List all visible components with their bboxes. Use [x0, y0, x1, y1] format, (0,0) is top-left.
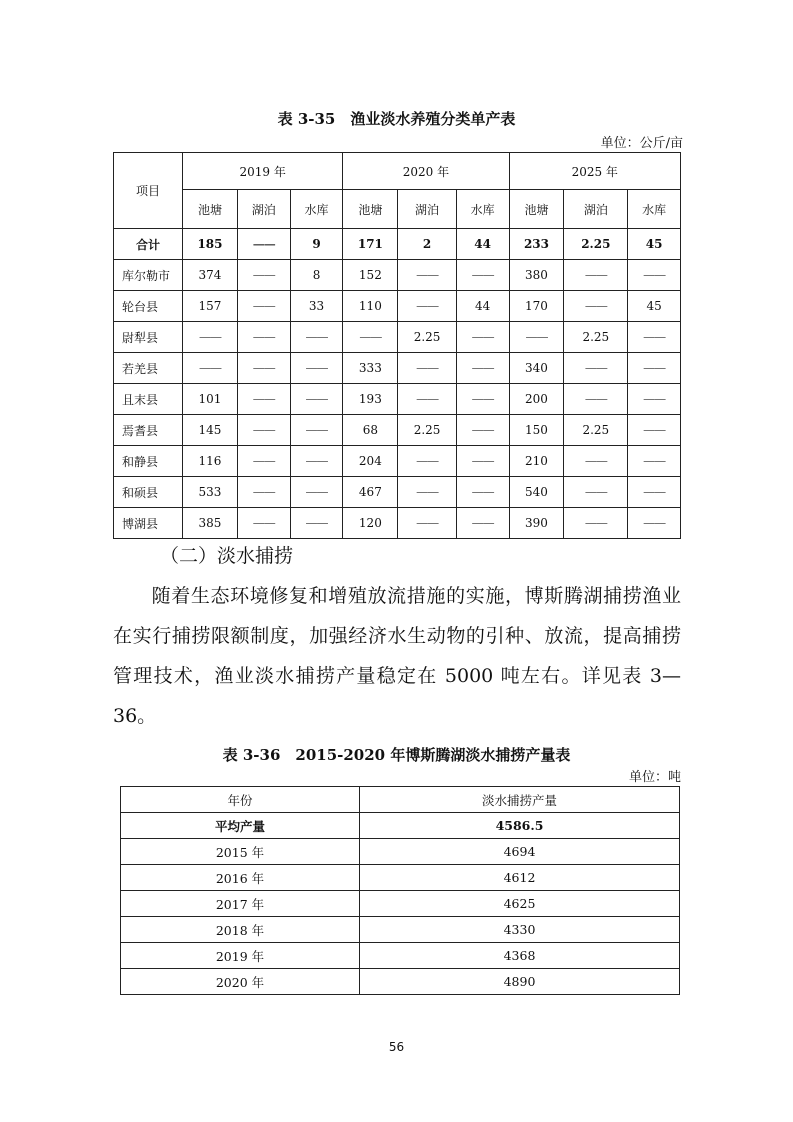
output-column-header: 淡水捕捞产量	[360, 787, 680, 813]
type-header: 池塘	[343, 190, 398, 229]
table-cell: ——	[456, 384, 509, 415]
year-cell: 2017 年	[121, 891, 360, 917]
table-cell: ——	[398, 260, 456, 291]
table-cell: 44	[456, 291, 509, 322]
table-cell: 340	[509, 353, 564, 384]
table-cell: 380	[509, 260, 564, 291]
table-cell: 200	[509, 384, 564, 415]
table-cell: 45	[628, 291, 681, 322]
type-header: 湖泊	[237, 190, 290, 229]
table-cell: ——	[398, 384, 456, 415]
table-cell: ——	[398, 353, 456, 384]
table-row	[114, 384, 681, 415]
table-cell: ——	[456, 508, 509, 539]
section-paragraph	[113, 576, 681, 736]
table-cell: 385	[183, 508, 238, 539]
row-label: 若羌县	[114, 353, 183, 384]
table-cell: ——	[183, 322, 238, 353]
table-cell: ——	[628, 322, 681, 353]
row-label: 尉犁县	[114, 322, 183, 353]
table-cell: ——	[628, 384, 681, 415]
table-cell: 2.25	[398, 415, 456, 446]
table-cell: 2.25	[564, 322, 628, 353]
table-cell: 467	[343, 477, 398, 508]
table-cell: ——	[456, 353, 509, 384]
table-cell: 233	[509, 229, 564, 260]
table-cell: ——	[564, 508, 628, 539]
table-row	[114, 446, 681, 477]
table-cell: ——	[237, 508, 290, 539]
table-cell: ——	[343, 322, 398, 353]
table-cell: 44	[456, 229, 509, 260]
item-header: 项目	[114, 153, 183, 229]
year-header: 2025 年	[509, 153, 680, 190]
output-cell: 4890	[360, 969, 680, 995]
type-header: 水库	[456, 190, 509, 229]
year-cell: 2018 年	[121, 917, 360, 943]
table-cell: ——	[183, 353, 238, 384]
table-cell: 185	[183, 229, 238, 260]
table-cell: ——	[237, 260, 290, 291]
table-cell: 101	[183, 384, 238, 415]
row-label: 轮台县	[114, 291, 183, 322]
table-35-header-years	[114, 153, 681, 190]
type-header: 池塘	[183, 190, 238, 229]
table-cell: 171	[343, 229, 398, 260]
table-cell: 374	[183, 260, 238, 291]
table-row	[114, 508, 681, 539]
table-cell: ——	[628, 446, 681, 477]
table-cell: ——	[398, 477, 456, 508]
table-cell: ——	[628, 353, 681, 384]
type-header: 湖泊	[564, 190, 628, 229]
table-cell: 170	[509, 291, 564, 322]
table-cell: ——	[456, 477, 509, 508]
table-cell: 33	[290, 291, 343, 322]
output-cell: 4368	[360, 943, 680, 969]
row-label: 和静县	[114, 446, 183, 477]
table-row	[121, 865, 680, 891]
year-cell: 2015 年	[121, 839, 360, 865]
year-cell: 2016 年	[121, 865, 360, 891]
table-35-header-types	[114, 190, 681, 229]
table-cell: ——	[237, 477, 290, 508]
table-cell: ——	[237, 322, 290, 353]
year-cell: 2020 年	[121, 969, 360, 995]
page-number: 56	[388, 1040, 405, 1054]
table-cell: ——	[564, 477, 628, 508]
table-cell: ——	[398, 446, 456, 477]
table-cell: ——	[237, 229, 290, 260]
table-cell: ——	[290, 446, 343, 477]
table-row	[114, 477, 681, 508]
table-cell: 333	[343, 353, 398, 384]
table-cell: ——	[628, 415, 681, 446]
table-cell: ——	[456, 415, 509, 446]
table-cell: ——	[290, 322, 343, 353]
type-header: 水库	[628, 190, 681, 229]
year-cell: 2019 年	[121, 943, 360, 969]
output-cell: 4694	[360, 839, 680, 865]
year-header: 2020 年	[343, 153, 509, 190]
table-cell: ——	[290, 415, 343, 446]
table-cell: 45	[628, 229, 681, 260]
row-label: 且末县	[114, 384, 183, 415]
table-cell: ——	[564, 260, 628, 291]
paragraph-text: 随着生态环境修复和增殖放流措施的实施，博斯腾湖捕捞渔业在实行捕捞限额制度，加强经济水生动物的引种、放流，提高捕捞管理技术，渔业淡水捕捞产量稳定在 5000 吨左右。详见表 3—36。	[113, 585, 681, 727]
table-35-unit: 单位：公斤/亩	[600, 136, 683, 151]
table-cell: 145	[183, 415, 238, 446]
output-cell: 4612	[360, 865, 680, 891]
table-row	[121, 969, 680, 995]
row-label: 和硕县	[114, 477, 183, 508]
table-cell: ——	[564, 353, 628, 384]
table-cell: ——	[290, 477, 343, 508]
table-cell: ——	[628, 477, 681, 508]
table-cell: 2	[398, 229, 456, 260]
type-header: 池塘	[509, 190, 564, 229]
table-row	[114, 415, 681, 446]
table-cell: ——	[456, 322, 509, 353]
table-36-title: 表 3-36 2015-2020 年博斯腾湖淡水捕捞产量表	[222, 746, 571, 764]
table-cell: ——	[237, 384, 290, 415]
row-label: 焉耆县	[114, 415, 183, 446]
table-cell: ——	[237, 415, 290, 446]
table-cell: ——	[628, 260, 681, 291]
table-cell: 110	[343, 291, 398, 322]
table-cell: 120	[343, 508, 398, 539]
table-cell: 2.25	[564, 229, 628, 260]
row-label: 库尔勒市	[114, 260, 183, 291]
table-cell: 157	[183, 291, 238, 322]
table-cell: ——	[290, 508, 343, 539]
table-36-header	[121, 787, 680, 813]
table-row	[114, 291, 681, 322]
row-label: 博湖县	[114, 508, 183, 539]
table-cell: 204	[343, 446, 398, 477]
table-cell: 150	[509, 415, 564, 446]
table-row	[114, 260, 681, 291]
table-cell: ——	[564, 384, 628, 415]
type-header: 湖泊	[398, 190, 456, 229]
table-36	[120, 786, 680, 995]
table-cell: ——	[237, 446, 290, 477]
table-row	[121, 917, 680, 943]
table-cell: 390	[509, 508, 564, 539]
output-cell: 4330	[360, 917, 680, 943]
table-cell: ——	[398, 508, 456, 539]
table-cell: ——	[564, 291, 628, 322]
table-cell: ——	[290, 384, 343, 415]
total-row	[114, 229, 681, 260]
table-cell: 8	[290, 260, 343, 291]
type-header: 水库	[290, 190, 343, 229]
table-row	[114, 353, 681, 384]
table-cell: ——	[237, 291, 290, 322]
table-cell: ——	[237, 353, 290, 384]
table-cell: 193	[343, 384, 398, 415]
table-cell: ——	[628, 508, 681, 539]
year-header: 2019 年	[183, 153, 343, 190]
table-cell: 116	[183, 446, 238, 477]
table-cell: 9	[290, 229, 343, 260]
output-cell: 4586.5	[360, 813, 680, 839]
table-row	[114, 322, 681, 353]
row-label: 合计	[114, 229, 183, 260]
table-cell: ——	[398, 291, 456, 322]
table-row	[121, 839, 680, 865]
table-36-unit: 单位：吨	[628, 770, 681, 785]
table-cell: ——	[509, 322, 564, 353]
table-cell: 2.25	[398, 322, 456, 353]
table-cell: ——	[456, 446, 509, 477]
year-cell: 平均产量	[121, 813, 360, 839]
table-cell: 533	[183, 477, 238, 508]
average-row	[121, 813, 680, 839]
table-cell: 540	[509, 477, 564, 508]
table-cell: 68	[343, 415, 398, 446]
table-cell: 210	[509, 446, 564, 477]
table-cell: 2.25	[564, 415, 628, 446]
table-cell: ——	[290, 353, 343, 384]
table-cell: ——	[564, 446, 628, 477]
output-cell: 4625	[360, 891, 680, 917]
section-heading: （二）淡水捕捞	[160, 545, 294, 567]
table-cell: 152	[343, 260, 398, 291]
table-row	[121, 943, 680, 969]
table-cell: ——	[456, 260, 509, 291]
table-35	[113, 152, 681, 539]
table-row	[121, 891, 680, 917]
table-35-title: 表 3-35 渔业淡水养殖分类单产表	[277, 110, 516, 128]
year-column-header: 年份	[121, 787, 360, 813]
